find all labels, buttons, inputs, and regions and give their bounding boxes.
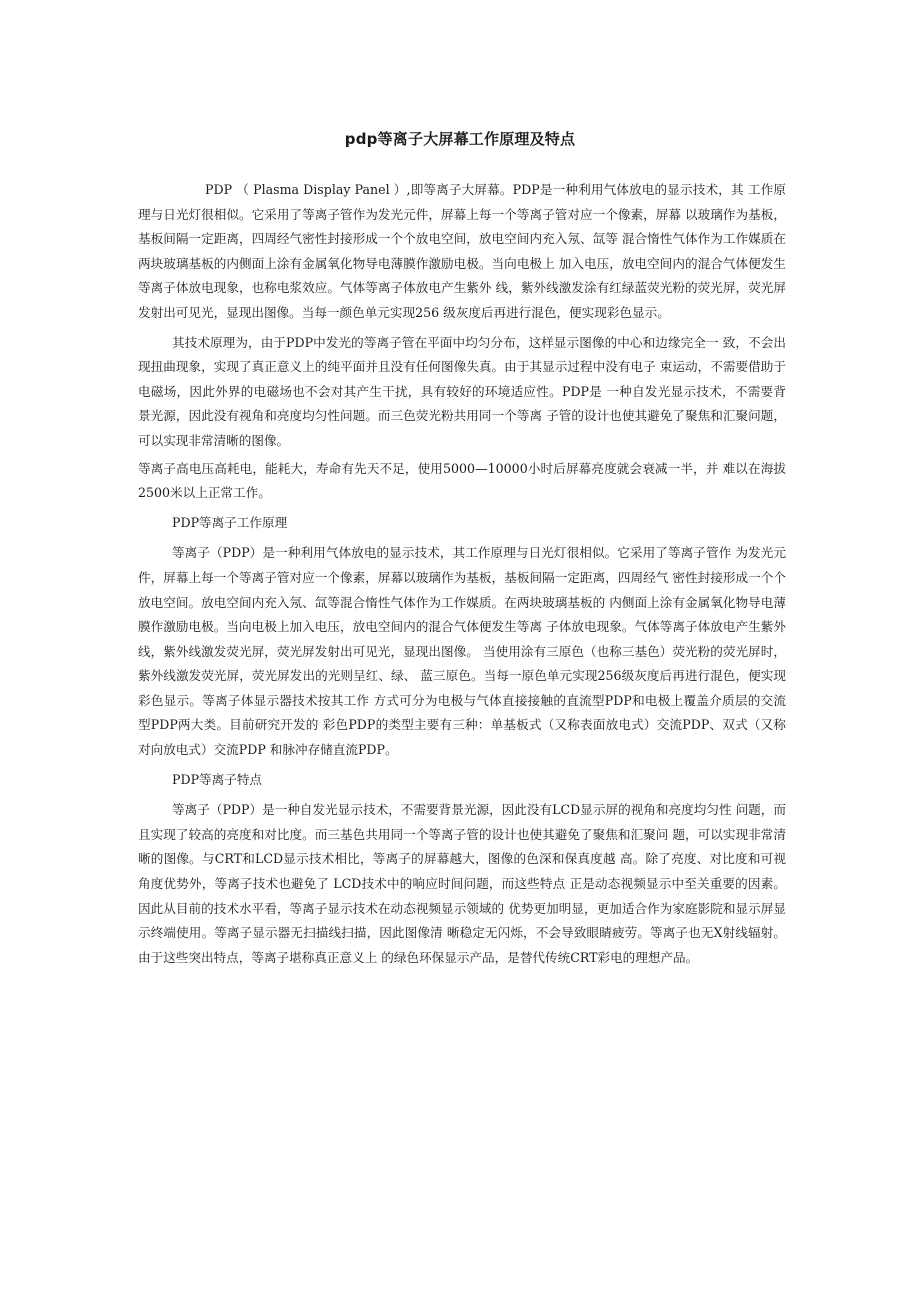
document-body — [138, 178, 786, 970]
drawbacks-paragraph: 等离子高电压高耗电，能耗大，寿命有先天不足，使用5000—10000小时后屏幕亮度就会衰减一半，并 难以在海拔2500米以上正常工作。 — [138, 460, 786, 501]
section-heading-features: PDP等离子特点 — [172, 771, 263, 787]
principle-paragraph: 其技术原理为，由于PDP中发光的等离子管在平面中均匀分布，这样显示图像的中心和边缘完全一 致，不会出现扭曲现象，实现了真正意义上的纯平面并且没有任何图像失真。由于其显示过程中没有电子 束运动，不需要借助于电磁场，因此外界的电磁场也不会对其产生干扰，具有较好的环境适应性。PDP是 一种自发光显示技术，不需要背景光源，因此没有视角和亮度均匀性问题。而三色荧光粉共用同一个等离 子管的设计也使其避免了聚焦和汇聚问题，可以实现非常清晰的图像。 — [138, 334, 786, 448]
intro-paragraph: PDP （ Plasma Display Panel ）,即等离子大屏幕。PDP是一种利用气体放电的显示技术，其 工作原理与日光灯很相似。它采用了等离子管作为发光元件，屏幕上每一个等离子管对应一个像素，屏幕 以玻璃作为基板，基板间隔一定距离，四周经气密性封接形成一个个放电空间，放电空间内充入氖、氙等 混合惰性气体作为工作媒质在两块玻璃基板的内侧面上涂有金属氧化物导电薄膜作激励电极。当向电极上 加入电压，放电空间内的混合气体便发生等离子体放电现象，也称电浆效应。气体等离子体放电产生紫外 线，紫外线激发涂有红绿蓝荧光粉的荧光屏，荧光屏发射出可见光，显现出图像。当每一颜色单元实现256 级灰度后再进行混色，便实现彩色显示。 — [138, 182, 786, 320]
page-title: pdp等离子大屏幕工作原理及特点 — [344, 130, 576, 148]
working-principle-paragraph: 等离子（PDP）是一种利用气体放电的显示技术，其工作原理与日光灯很相似。它采用了等离子管作 为发光元件，屏幕上每一个等离子管对应一个像素，屏幕以玻璃作为基板，基板间隔一定距离，四周经气 密性封接形成一个个放电空间。放电空间内充入氖、氙等混合惰性气体作为工作媒质。在两块玻璃基板的 内侧面上涂有金属氧化物导电薄膜作激励电极。当向电极上加入电压，放电空间内的混合气体便发生等离 子体放电现象。气体等离子体放电产生紫外线，紫外线激发荧光屏，荧光屏发射出可见光，显现出图像。 当使用涂有三原色（也称三基色）荧光粉的荧光屏时，紫外线激发荧光屏，荧光屏发出的光则呈红、绿、 蓝三原色。当每一原色单元实现256级灰度后再进行混色，便实现彩色显示。等离子体显示器技术按其工作 方式可分为电极与气体直接接触的直流型PDP和电极上覆盖介质层的交流型PDP两大类。目前研究开发的 彩色PDP的类型主要有三种：单基板式（又称表面放电式）交流PDP、双式（又称对向放电式）交流PDP 和脉冲存储直流PDP。 — [138, 545, 786, 758]
features-paragraph: 等离子（PDP）是一种自发光显示技术，不需要背景光源，因此没有LCD显示屏的视角和亮度均匀性 问题，而且实现了较高的亮度和对比度。而三基色共用同一个等离子管的设计也使其避免了聚焦和汇聚问 题，可以实现非常清晰的图像。与CRT和LCD显示技术相比，等离子的屏幕越大，图像的色深和保真度越 高。除了亮度、对比度和可视角度优势外，等离子技术也避免了 LCD技术中的响应时间问题，而这些特点 正是动态视频显示中至关重要的因素。因此从目前的技术水平看，等离子显示技术在动态视频显示领域的 优势更加明显，更加适合作为家庭影院和显示屏显示终端使用。等离子显示器无扫描线扫描，因此图像清 晰稳定无闪烁，不会导致眼睛疲劳。等离子也无X射线辐射。由于这些突出特点，等离子堪称真正意义上 的绿色环保显示产品，是替代传统CRT彩电的理想产品。 — [138, 802, 786, 965]
section-heading-working-principle: PDP等离子工作原理 — [172, 514, 288, 530]
